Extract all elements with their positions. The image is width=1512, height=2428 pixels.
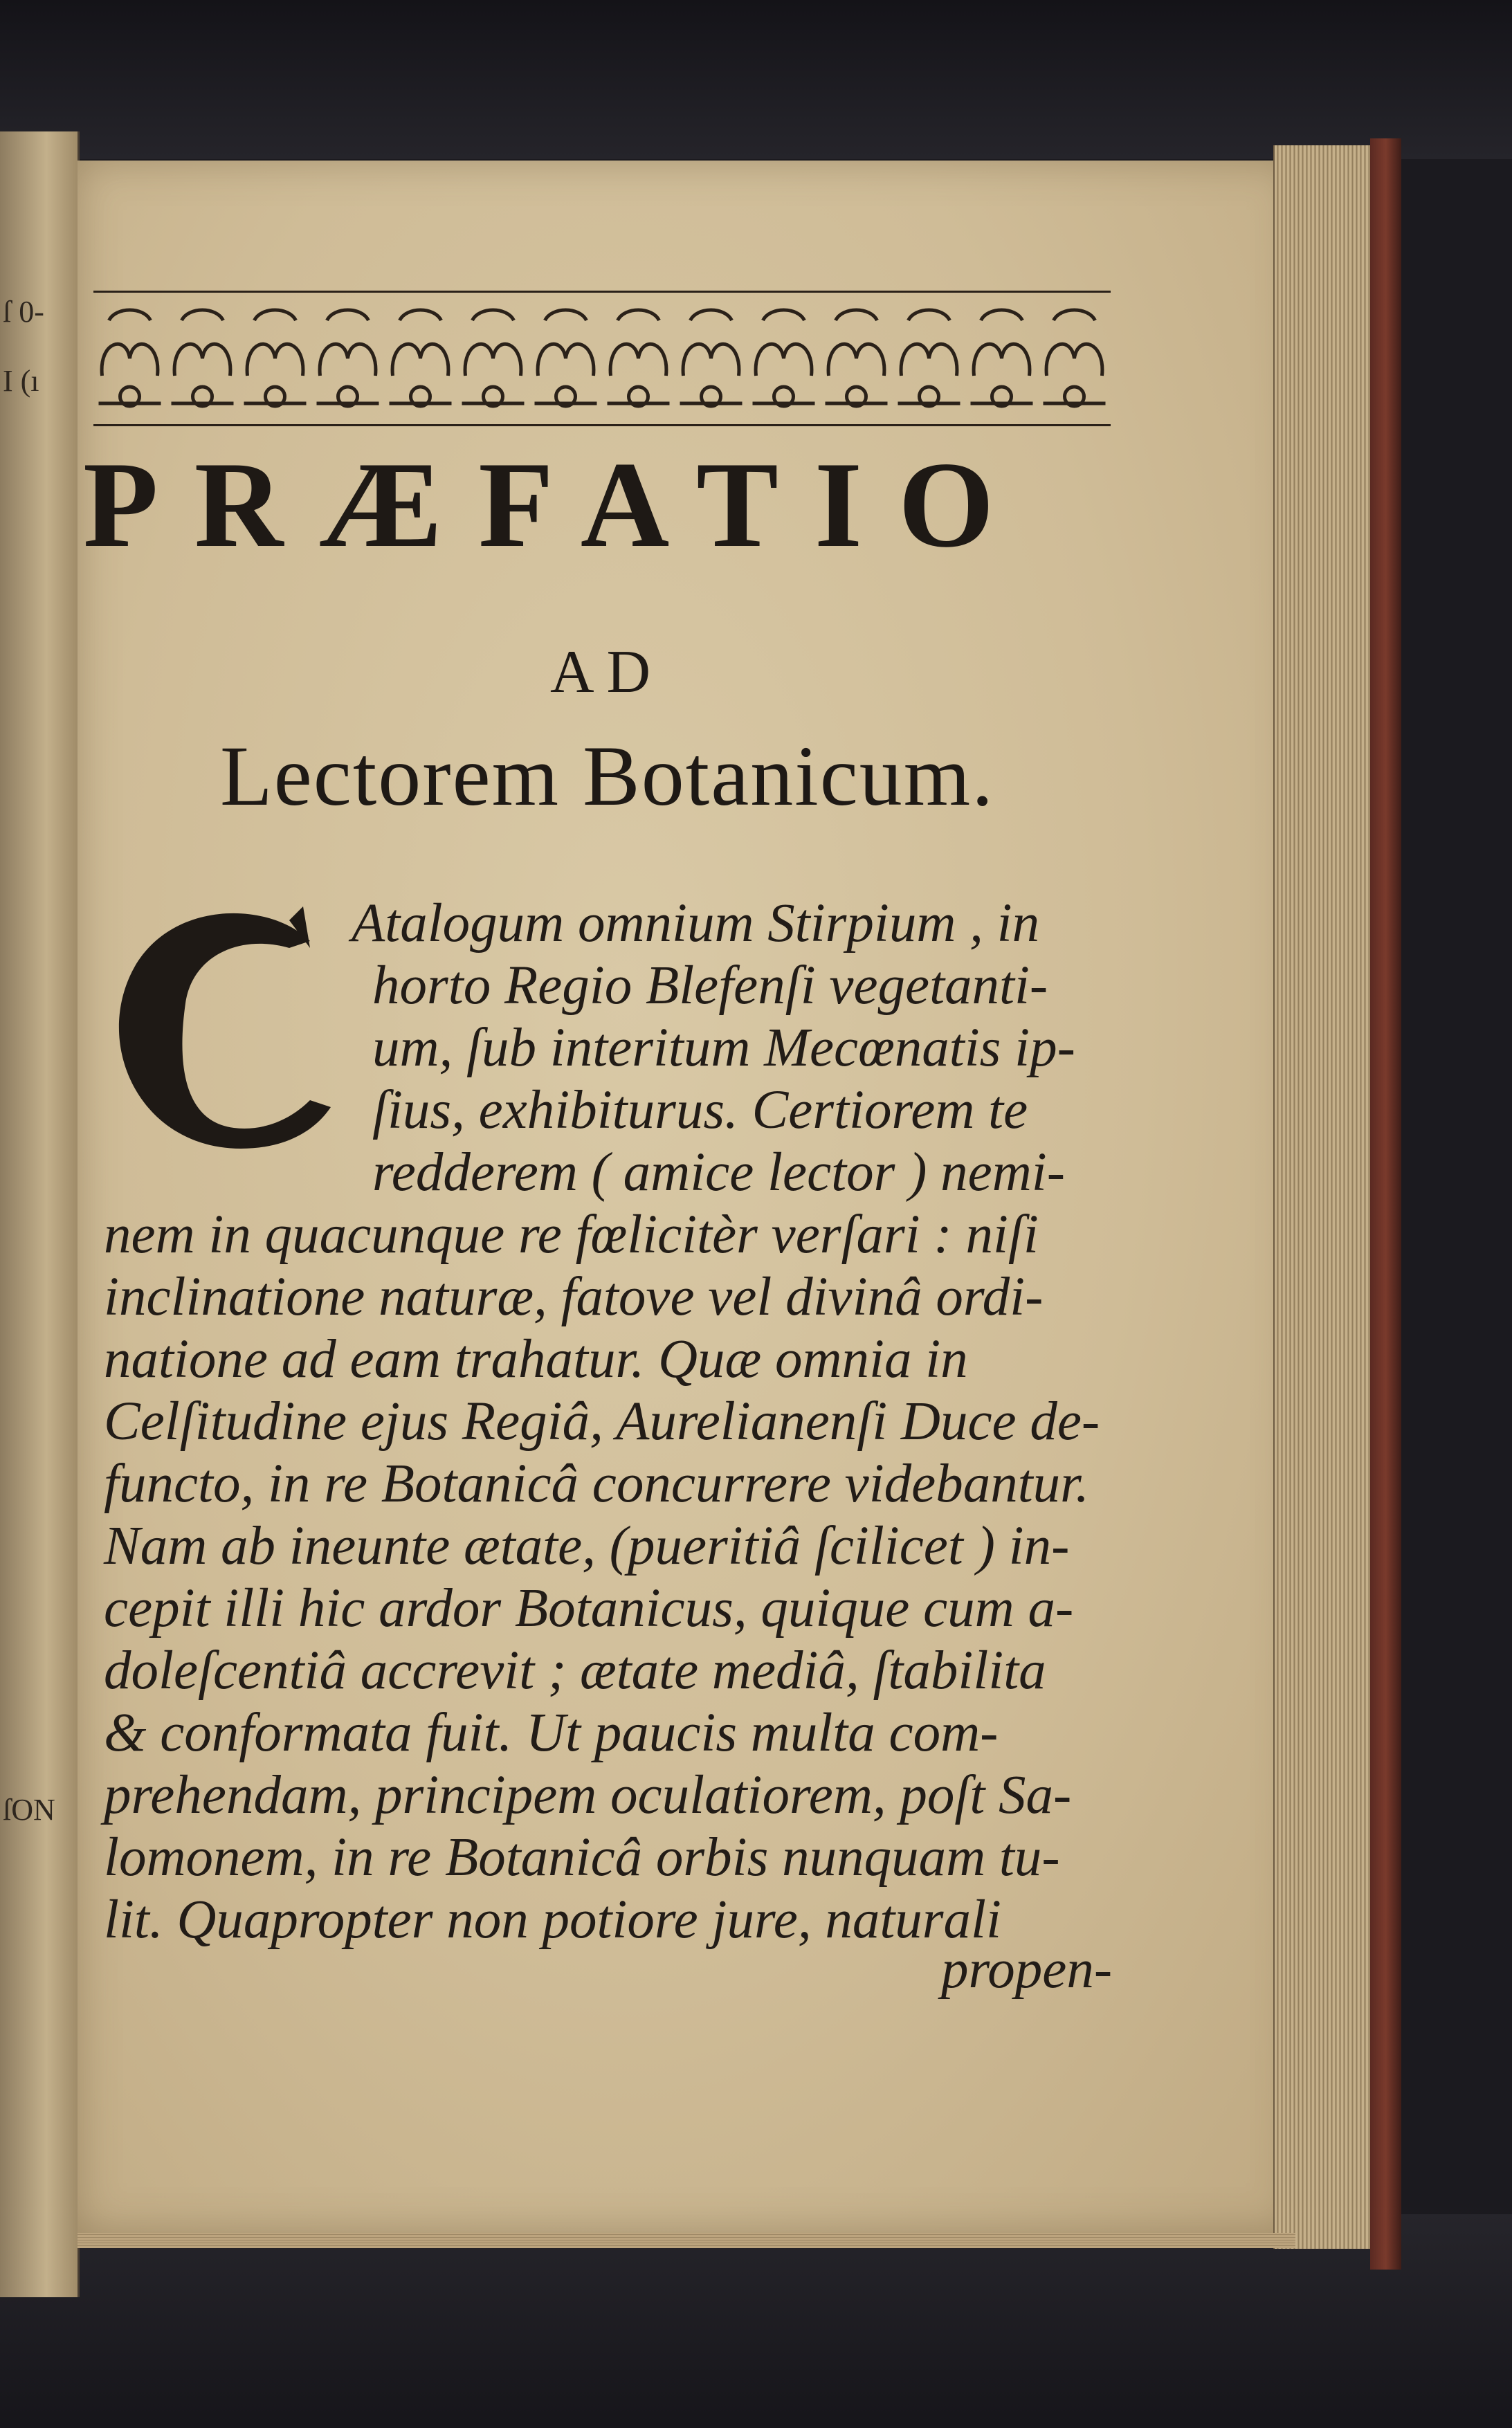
fleuron-icon xyxy=(535,310,597,406)
text-line: um, ſub interitum Mecœnatis ip- xyxy=(372,1018,1075,1078)
text-line: functo, in re Botanicâ concurrere videbantur. xyxy=(104,1454,1089,1514)
fleuron-icon xyxy=(462,310,525,406)
page-bottom-edge xyxy=(78,2233,1295,2248)
fleuron-icon xyxy=(99,310,161,406)
text-line: prehendam, principem oculatiorem, poſt Sa- xyxy=(104,1765,1072,1825)
left-page-fragment: ſON xyxy=(3,1793,55,1827)
fleuron-icon xyxy=(1044,310,1106,406)
previous-page-edge xyxy=(0,131,80,2297)
text-line: Nam ab ineunte ætate, (pueritiâ ſcilicet ) in- xyxy=(104,1516,1070,1576)
fleuron-icon xyxy=(971,310,1033,406)
left-page-fragment: ſ 0- xyxy=(3,295,44,329)
fleuron-icon xyxy=(753,310,815,406)
fleuron-icon xyxy=(898,310,960,406)
fleuron-icon xyxy=(390,310,452,406)
fleuron-icon xyxy=(680,310,743,406)
fleuron-icon xyxy=(172,310,234,406)
page-subtitle: Lectorem Botanicum. xyxy=(220,729,995,823)
text-line: lomonem, in re Botanicâ orbis nunquam tu- xyxy=(104,1827,1060,1888)
title-preposition: AD xyxy=(550,639,664,706)
left-page-fragment: I (ı xyxy=(3,364,39,398)
text-line: lit. Quapropter non potiore jure, naturali xyxy=(104,1890,1001,1950)
fleuron-icon xyxy=(317,310,379,406)
fleuron-icon xyxy=(244,310,307,406)
text-line: horto Regio Blefenſi vegetanti- xyxy=(372,956,1048,1016)
page-title: PRÆFATIO xyxy=(83,436,1030,573)
text-line: doleſcentiâ accrevit ; ætate mediâ, ſtabilita xyxy=(104,1641,1046,1701)
fleuron-icon xyxy=(826,310,888,406)
text-line: Celſitudine ejus Regiâ, Aurelianenſi Duce de- xyxy=(104,1391,1100,1452)
text-line: inclinatione naturæ, fatove vel divinâ ordi- xyxy=(104,1267,1044,1327)
ornament-headpiece xyxy=(93,291,1111,426)
page-edges xyxy=(1273,145,1372,2249)
text-line: cepit illi hic ardor Botanicus, quique cum a- xyxy=(104,1578,1074,1639)
backdrop-top xyxy=(0,0,1512,159)
fleuron-icon xyxy=(608,310,670,406)
fleuron-band-icon xyxy=(93,293,1111,424)
drop-cap-initial xyxy=(82,879,372,1169)
book-cover-edge xyxy=(1370,138,1401,2270)
text-line: Atalogum omnium Stirpium , in xyxy=(352,893,1040,953)
catchword: propen- xyxy=(941,1939,1113,2000)
text-line: natione ad eam trahatur. Quæ omnia in xyxy=(104,1329,968,1389)
text-line: & conformata fuit. Ut paucis multa com- xyxy=(104,1703,999,1763)
text-line: ſius, exhibiturus. Certiorem te xyxy=(372,1080,1028,1140)
text-line: redderem ( amice lector ) nemi- xyxy=(372,1142,1066,1203)
text-line: nem in quacunque re fœlicitèr verſari : niſi xyxy=(104,1205,1039,1265)
